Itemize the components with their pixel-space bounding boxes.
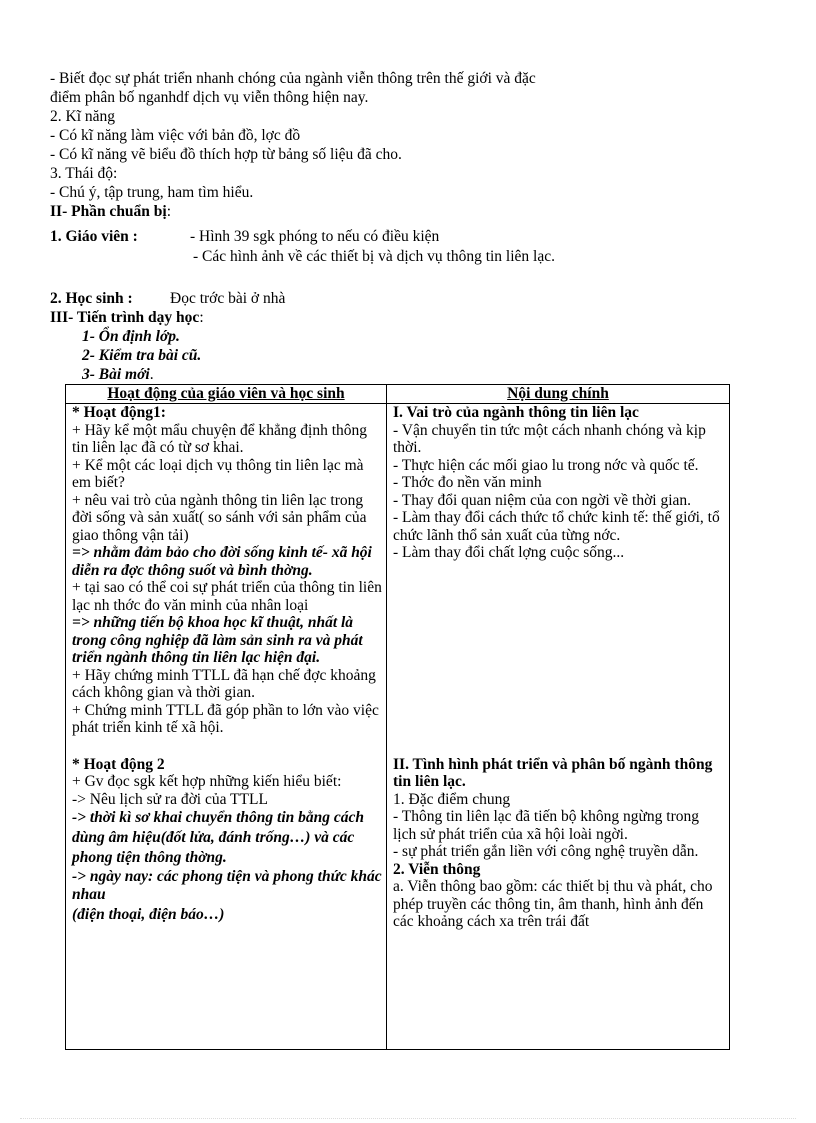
preparation-heading-text: II- Phần chuẩn bị xyxy=(50,203,167,220)
content-item: - Thực hiện các mối giao lu trong nớc và quốc tế. xyxy=(393,456,699,474)
process-heading xyxy=(50,309,204,327)
activity-answer: -> ngày nay: các phong tiện và phong thức khác nhau xyxy=(72,868,382,903)
step-3 xyxy=(82,366,154,384)
activity-question: + tại sao có thể coi sự phát triển của thông tin liên lạc nh thớc đo văn minh của nhân loại xyxy=(72,579,382,614)
preparation-heading xyxy=(50,203,171,221)
content-item: - Thớc đo nền văn minh xyxy=(393,474,542,491)
content-item: - Làm thay đổi chất lợng cuộc sống... xyxy=(393,544,625,561)
table-header-row xyxy=(66,385,730,404)
activities-cell xyxy=(66,404,387,1050)
content-item: a. Viễn thông bao gồm: các thiết bị thu và phát, cho phép truyền các thông tin, âm thanh, hình ảnh đến các khoảng cách xa trên trái đất xyxy=(393,878,713,930)
page-bottom-divider xyxy=(20,1118,796,1119)
content-item: - Làm thay đổi cách thức tổ chức kinh tế: thế giới, tổ chức lãnh thổ sản xuất của từng nớc. xyxy=(393,509,720,544)
attitude-item-1: - Chú ý, tập trung, ham tìm hiểu. xyxy=(50,184,254,201)
skill-item-2: - Có kĩ năng vẽ biểu đồ thích hợp từ bảng số liệu đã cho. xyxy=(50,146,402,163)
activity-2-title: * Hoạt động 2 xyxy=(72,755,165,773)
skill-item-1: - Có kĩ năng làm việc với bản đồ, lợc đồ xyxy=(50,127,301,144)
table-body-row xyxy=(66,404,730,1050)
activity-question: + Kể một các loại dịch vụ thông tin liên lạc mà em biết? xyxy=(72,456,364,491)
content-cell xyxy=(387,404,730,1050)
process-heading-text: III- Tiến trình dạy học xyxy=(50,309,200,326)
student-text: Đọc trớc bài ở nhà xyxy=(170,290,286,307)
teacher-label: 1. Giáo viên : xyxy=(50,228,138,245)
col-header-activities: Hoạt động của giáo viên và học sinh xyxy=(66,385,387,404)
teacher-item-2: - Các hình ảnh về các thiết bị và dịch vụ thông tin liên lạc. xyxy=(193,248,555,265)
content-item: - Thông tin liên lạc đã tiến bộ không ngừng trong lịch sử phát triển của xã hội loài ngời. xyxy=(393,808,700,843)
activity-question: -> Nêu lịch sử ra đời của TTLL xyxy=(72,790,268,808)
teacher-item-1: - Hình 39 sgk phóng to nếu có điều kiện xyxy=(190,228,440,245)
content-item: - Thay đổi quan niệm của con ngời về thời gian. xyxy=(393,491,692,509)
step-2: 2- Kiểm tra bài cũ. xyxy=(82,347,202,364)
attitude-heading: 3. Thái độ: xyxy=(50,165,118,182)
activity-question: + Gv đọc sgk kết hợp những kiến hiểu biết: xyxy=(72,773,342,790)
skills-heading: 2. Kĩ năng xyxy=(50,108,116,125)
activity-question: + Chứng minh TTLL đã góp phần to lớn vào việc phát triển kinh tế xã hội. xyxy=(72,701,379,736)
activity-question: + Hãy chứng minh TTLL đã hạn chế đợc khoảng cách không gian và thời gian. xyxy=(72,666,376,701)
objective-line-1: - Biết đọc sự phát triển nhanh chóng của ngành viễn thông trên thế giới và đặc xyxy=(50,70,536,87)
content-item: - sự phát triển gắn liền với công nghệ truyền dẫn. xyxy=(393,843,699,860)
step-3-text: 3- Bài mới xyxy=(82,366,150,383)
col-header-content: Nội dung chính xyxy=(387,385,730,404)
student-label: 2. Học sinh : xyxy=(50,290,133,307)
subsection-1-title: 1. Đặc điểm chung xyxy=(393,790,511,808)
step-1: 1- Ổn định lớp. xyxy=(82,328,180,345)
activity-question: + Hãy kể một mẩu chuyện để khẳng định thông tin liên lạc đã có từ sơ khai. xyxy=(72,421,367,456)
activity-answer: => nhằm đảm bảo cho đời sống kinh tế- xã hội diễn ra đợc thông suốt và bình thờng. xyxy=(72,544,372,579)
activity-answer: (điện thoại, điện báo…) xyxy=(72,906,225,923)
activity-answer: => những tiến bộ khoa học kĩ thuật, nhất là trong công nghiệp đã làm sản sinh ra và phát triển ngành thông tin liên lạc hiện đại. xyxy=(72,614,363,666)
lesson-table xyxy=(65,384,730,1050)
process-heading-colon: : xyxy=(199,309,204,326)
section-1-title: I. Vai trò của ngành thông tin liên lạc xyxy=(393,404,639,421)
activity-question: + nêu vai trò của ngành thông tin liên lạc trong đời sống và sản xuất( so sánh với sản phẩm của giao thông vận tải) xyxy=(72,491,367,544)
objective-line-2: điểm phân bố nganhdf dịch vụ viễn thông hiện nay. xyxy=(50,89,369,106)
activity-1-title: * Hoạt động1: xyxy=(72,404,166,421)
step-3-dot: . xyxy=(149,366,154,383)
preparation-heading-colon: : xyxy=(166,203,172,220)
section-2-title: II. Tình hình phát triển và phân bố ngành thông tin liên lạc. xyxy=(393,755,713,790)
activity-answer: -> thời kì sơ khai chuyển thông tin bằng cách dùng âm hiệu(đốt lửa, đánh trống…) và các phong tiện thông thờng. xyxy=(72,809,365,866)
subsection-2-title: 2. Viễn thông xyxy=(393,860,481,878)
content-item: - Vận chuyển tin tức một cách nhanh chóng và kịp thời. xyxy=(393,421,706,456)
